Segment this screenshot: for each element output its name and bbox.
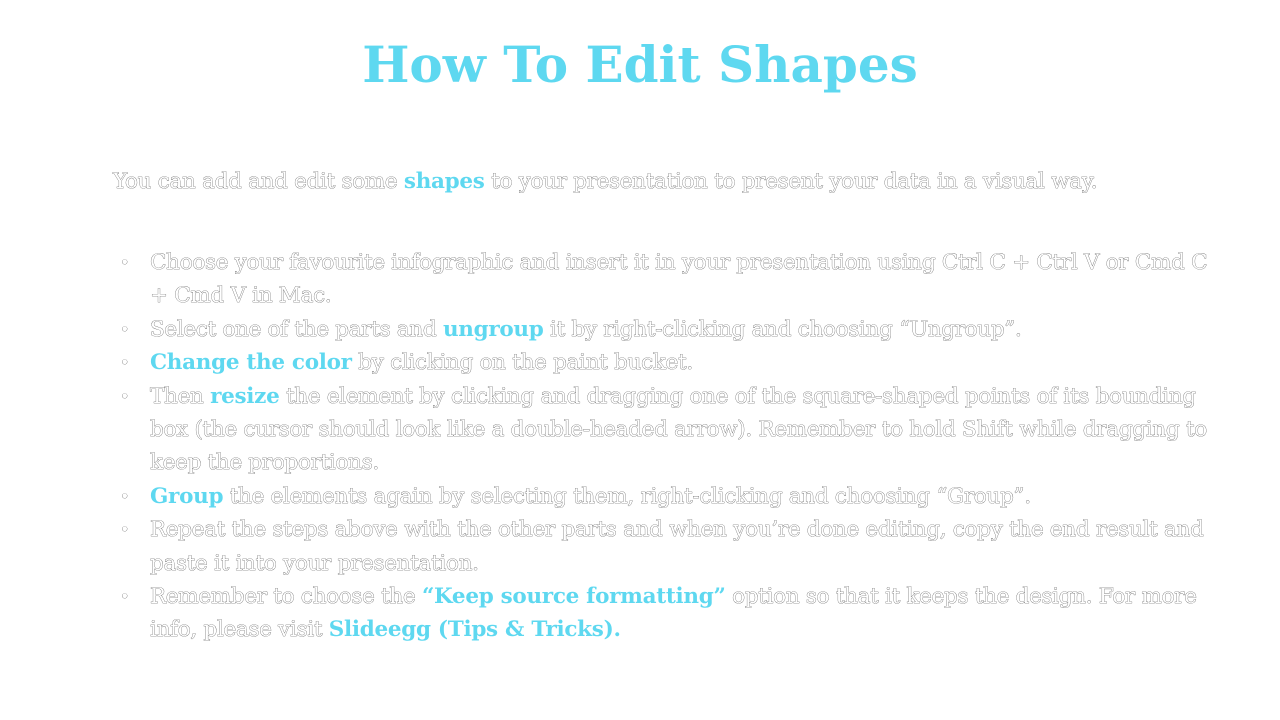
slideegg-tips-link[interactable]: Slideegg (Tips & Tricks) [328,617,614,643]
highlight-group: Group [150,483,224,509]
highlight-ungroup: ungroup [442,316,544,342]
list-item [120,313,1220,346]
bullet-text: the elements again by selecting them, right-clicking and choosing “Group”. [223,483,1031,509]
bullet-text: Choose your favourite infographic and insert it in your presentation using Ctrl C + Ctrl V or Cmd C + Cmd V in Mac. [150,250,1208,309]
bullet-text: by clicking on the paint bucket. [351,350,693,376]
bullet-dot-icon: • [120,253,130,272]
bullet-dot-icon: • [120,486,130,506]
list-item [120,246,1220,313]
slide-title: How To Edit Shapes [362,35,918,94]
bullet-dot-icon: • [120,587,130,607]
list-item [120,346,1220,379]
bullet-text: the element by clicking and dragging one of the square-shaped points of its bounding box (the cursor should look like a double-headed arrow). Remember to hold Shift while dragging to keep the proportions. [150,383,1207,476]
bullet-text: Then [150,383,211,409]
bullet-text: Select one of the parts and [150,316,443,342]
intro-text-after: to your presentation to present your data in a visual way. [484,169,1098,194]
list-item [120,480,1220,513]
bullet-text: Repeat the steps above with the other parts and when you’re done editing, copy the end result and paste it into your presentation. [150,517,1204,576]
bullet-text-period: . [613,617,621,643]
highlight-resize: resize [210,383,280,409]
bullet-dot-icon: • [120,353,130,373]
highlight-change-the-color: Change the color [150,350,352,376]
bullet-text: option so that it keeps the design. For more info, please visit [150,584,1197,643]
bullet-dot-icon: • [120,520,130,540]
intro-paragraph [113,166,1193,198]
bullet-dot-icon: • [120,319,130,339]
bullet-text: Remember to choose the [150,584,422,610]
list-item [120,380,1220,480]
bullet-dot-icon: • [120,386,130,406]
list-item [120,513,1220,580]
highlight-keep-source-formatting: “Keep source formatting” [421,584,726,610]
list-item [120,580,1220,647]
intro-text-before: You can add and edit some [113,169,404,194]
instruction-list [113,246,1220,647]
bullet-text: it by right-clicking and choosing “Ungroup”. [543,316,1022,342]
intro-highlight-shapes: shapes [403,169,485,194]
